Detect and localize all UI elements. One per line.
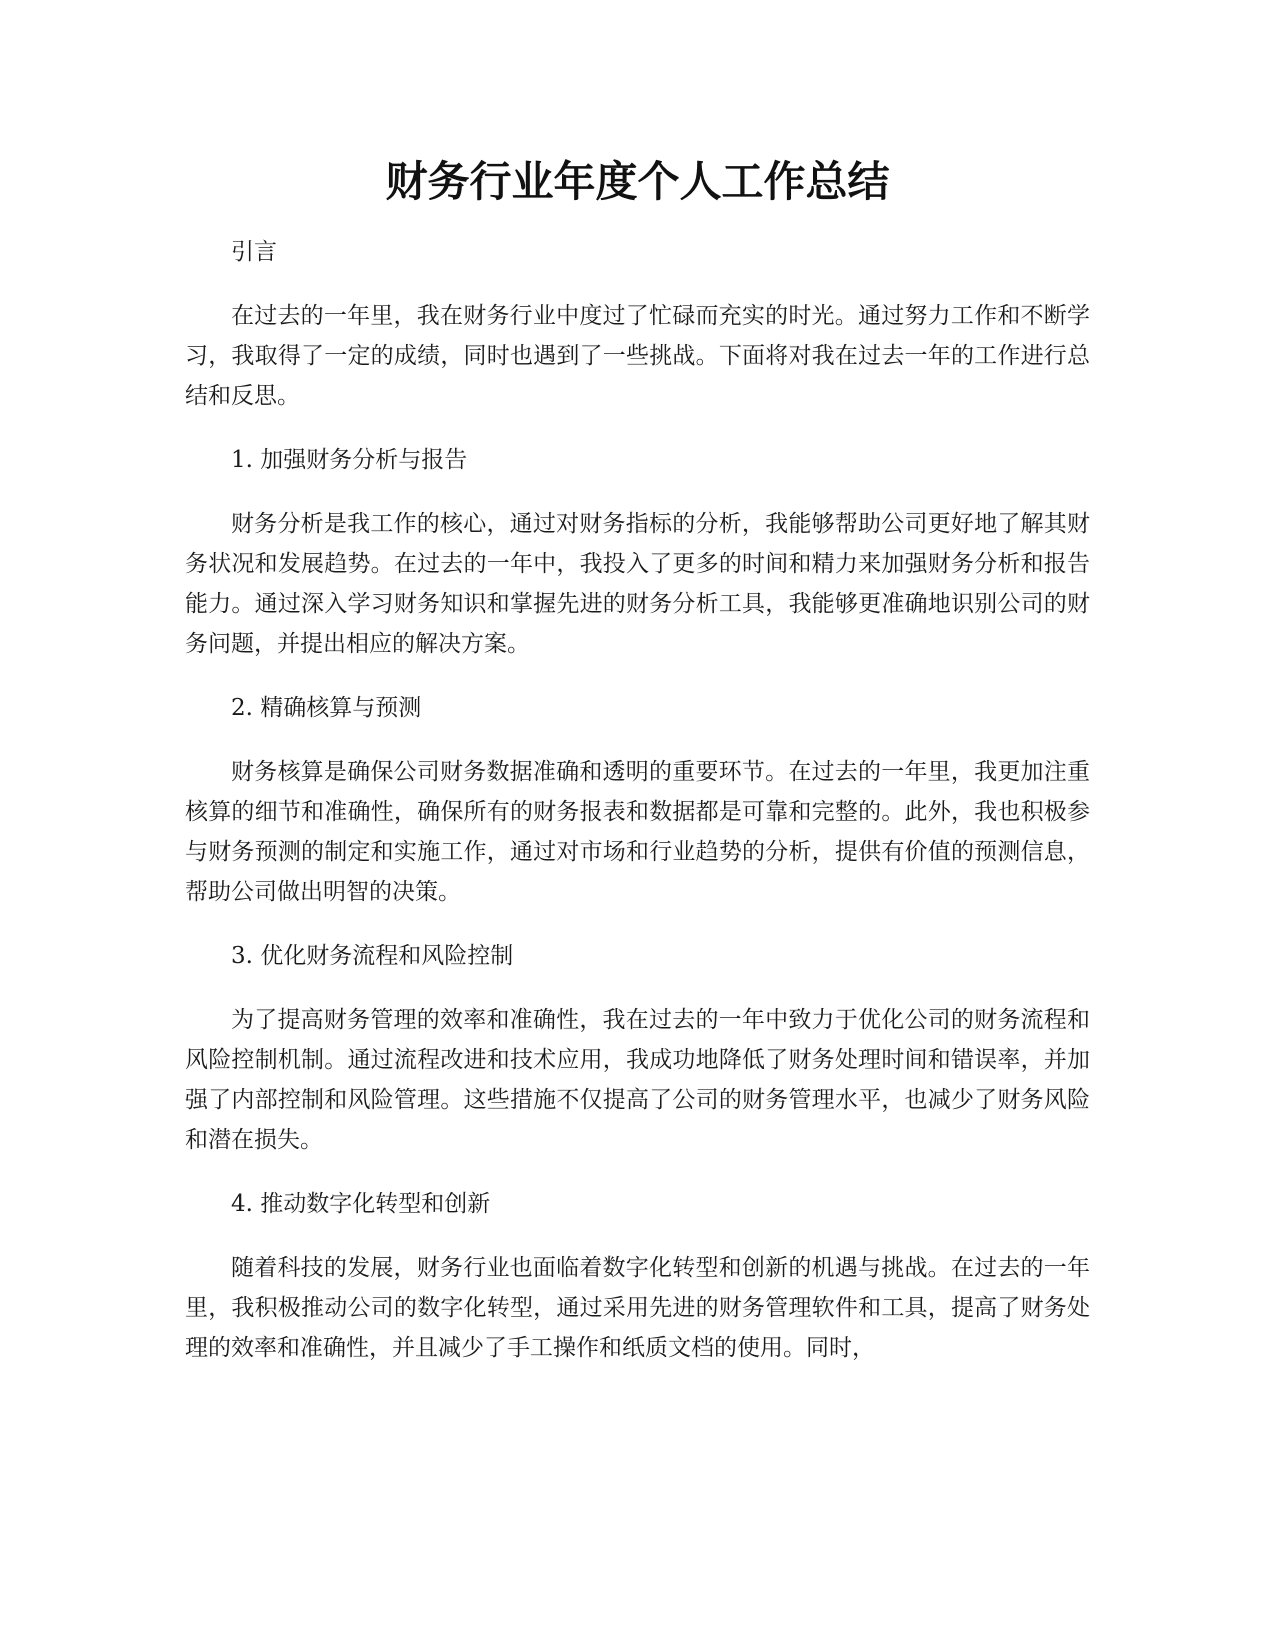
document-title: 财务行业年度个人工作总结 (385, 157, 890, 206)
paragraph-intro: 在过去的一年里，我在财务行业中度过了忙碌而充实的时光。通过努力工作和不断学习，我取得了一定的成绩，同时也遇到了一些挑战。下面将对我在过去一年的工作进行总结和反思。 (185, 303, 1090, 409)
section-heading-1: 1. 加强财务分析与报告 (231, 447, 468, 473)
paragraph-1: 财务分析是我工作的核心，通过对财务指标的分析，我能够帮助公司更好地了解其财务状况和发展趋势。在过去的一年中，我投入了更多的时间和精力来加强财务分析和报告能力。通过深入学习财务知识和掌握先进的财务分析工具，我能够更准确地识别公司的财务问题，并提出相应的解决方案。 (185, 511, 1090, 657)
section-heading-3: 3. 优化财务流程和风险控制 (231, 943, 514, 969)
section-heading-intro: 引言 (231, 239, 277, 265)
paragraph-4: 随着科技的发展，财务行业也面临着数字化转型和创新的机遇与挑战。在过去的一年里，我积极推动公司的数字化转型，通过采用先进的财务管理软件和工具，提高了财务处理的效率和准确性，并且减少了手工操作和纸质文档的使用。同时， (185, 1255, 1090, 1361)
document-body (185, 232, 1090, 1392)
section-heading-4: 4. 推动数字化转型和创新 (231, 1191, 491, 1217)
paragraph-3: 为了提高财务管理的效率和准确性，我在过去的一年中致力于优化公司的财务流程和风险控制机制。通过流程改进和技术应用，我成功地降低了财务处理时间和错误率，并加强了内部控制和风险管理。这些措施不仅提高了公司的财务管理水平，也减少了财务风险和潜在损失。 (185, 1007, 1090, 1153)
paragraph-2: 财务核算是确保公司财务数据准确和透明的重要环节。在过去的一年里，我更加注重核算的细节和准确性，确保所有的财务报表和数据都是可靠和完整的。此外，我也积极参与财务预测的制定和实施工作，通过对市场和行业趋势的分析，提供有价值的预测信息，帮助公司做出明智的决策。 (185, 759, 1090, 905)
section-heading-2: 2. 精确核算与预测 (231, 695, 422, 721)
